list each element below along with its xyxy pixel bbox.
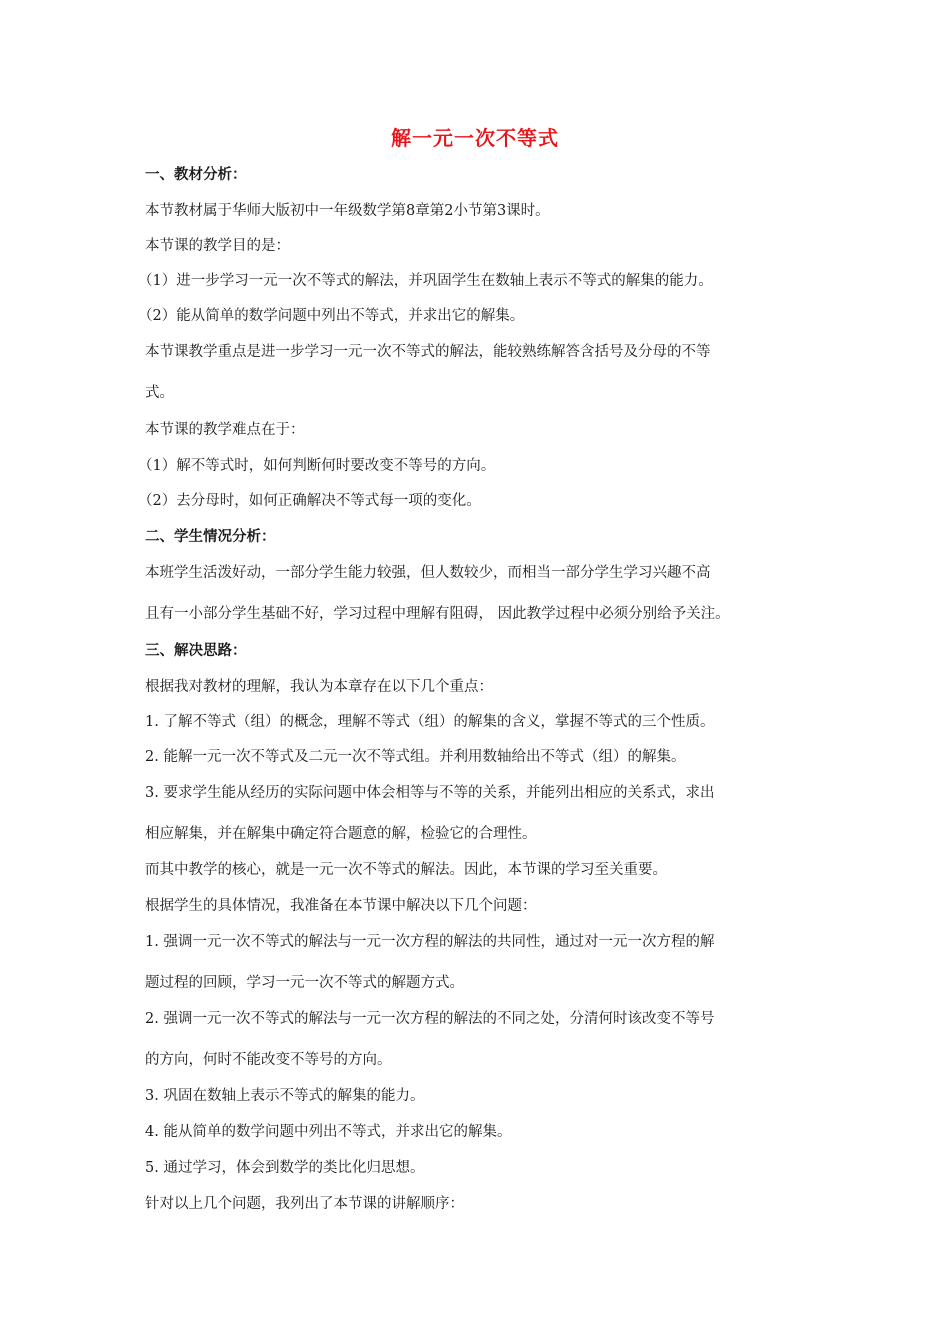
section-heading-textbook-analysis: 一、教材分析： [145,167,247,183]
paragraph: 本节教材属于华师大版初中一年级数学第8章第2小节第3课时。 [145,203,550,219]
list-item: 5. 通过学习，体会到数学的类比化归思想。 [145,1160,425,1176]
paragraph: 针对以上几个问题，我列出了本节课的讲解顺序： [145,1196,464,1212]
goal-item: （2）能从简单的数学问题中列出不等式，并求出它的解集。 [138,308,525,324]
list-item-continuation: 相应解集，并在解集中确定符合题意的解，检验它的合理性。 [145,826,537,842]
list-item: 4. 能从简单的数学问题中列出不等式，并求出它的解集。 [145,1124,512,1140]
section-heading-student-analysis: 二、学生情况分析： [145,529,276,545]
paragraph: 根据学生的具体情况，我准备在本节课中解决以下几个问题： [145,898,537,914]
list-item: 2. 强调一元一次不等式的解法与一元一次方程的解法的不同之处，分清何时该改变不等号 [145,1011,715,1027]
list-item: 3. 巩固在数轴上表示不等式的解集的能力。 [145,1088,425,1104]
paragraph: 本节课的教学目的是： [145,238,290,254]
document-title: 解一元一次不等式 [391,126,559,150]
section-heading-solution-ideas: 三、解决思路： [145,643,247,659]
list-item-continuation: 题过程的回顾，学习一元一次不等式的解题方式。 [145,975,464,991]
paragraph: 根据我对教材的理解，我认为本章存在以下几个重点： [145,679,493,695]
paragraph: 式。 [145,385,174,401]
list-item: 1. 了解不等式（组）的概念，理解不等式（组）的解集的含义，掌握不等式的三个性质。 [145,714,715,730]
difficulty-item: （1）解不等式时，如何判断何时要改变不等号的方向。 [138,458,496,474]
difficulty-item: （2）去分母时，如何正确解决不等式每一项的变化。 [138,493,481,509]
list-item: 2. 能解一元一次不等式及二元一次不等式组。并利用数轴给出不等式（组）的解集。 [145,749,686,765]
paragraph: 且有一小部分学生基础不好，学习过程中理解有阻碍， 因此教学过程中必须分别给予关注。 [145,606,730,622]
paragraph: 本班学生活泼好动，一部分学生能力较强，但人数较少，而相当一部分学生学习兴趣不高 [145,565,711,581]
goal-item: （1）进一步学习一元一次不等式的解法，并巩固学生在数轴上表示不等式的解集的能力。 [138,273,713,289]
list-item-continuation: 的方向，何时不能改变不等号的方向。 [145,1052,392,1068]
paragraph: 而其中教学的核心，就是一元一次不等式的解法。因此，本节课的学习至关重要。 [145,862,667,878]
list-item: 3. 要求学生能从经历的实际问题中体会相等与不等的关系，并能列出相应的关系式，求出 [145,785,715,801]
list-item: 1. 强调一元一次不等式的解法与一元一次方程的解法的共同性，通过对一元一次方程的解 [145,934,715,950]
paragraph: 本节课的教学难点在于： [145,422,305,438]
paragraph: 本节课教学重点是进一步学习一元一次不等式的解法，能较熟练解答含括号及分母的不等 [145,344,711,360]
